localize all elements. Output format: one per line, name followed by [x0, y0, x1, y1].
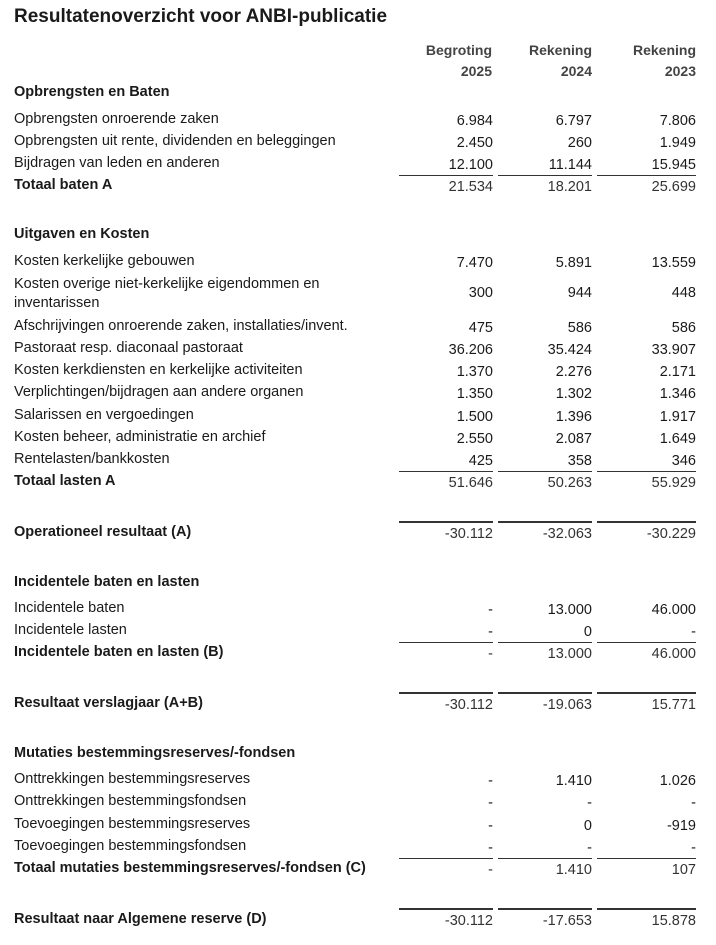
- cell-value: 46.000: [651, 602, 696, 618]
- cell-value: -: [488, 840, 493, 856]
- cell-value: 2.087: [555, 431, 592, 447]
- separator-line: [498, 471, 592, 472]
- cell-value: 50.263: [547, 475, 592, 491]
- row-label: Salarissen en vergoedingen: [14, 407, 194, 423]
- cell-value: 35.424: [547, 342, 592, 358]
- separator-line: [399, 521, 493, 523]
- column-header-begroting-2025: [392, 40, 492, 82]
- row-label: Resultaat naar Algemene reserve (D): [14, 911, 267, 927]
- row-label: Pastoraat resp. diaconaal pastoraat: [14, 340, 243, 356]
- cell-value: 0: [583, 624, 592, 640]
- cell-value: 12.100: [448, 157, 493, 173]
- cell-value: 1.350: [456, 386, 493, 402]
- cell-value: 15.945: [651, 157, 696, 173]
- cell-value: 2.276: [555, 364, 592, 380]
- cell-value: 1.302: [555, 386, 592, 402]
- row-label: Resultaat verslagjaar (A+B): [14, 695, 203, 711]
- separator-line: [399, 175, 493, 176]
- cell-value: 11.144: [548, 157, 592, 173]
- cell-value: 300: [468, 285, 493, 301]
- row-label: Uitgaven en Kosten: [14, 226, 150, 242]
- row-label: Totaal lasten A: [14, 473, 116, 489]
- row-label: Totaal mutaties bestemmingsreserves/-fondsen (C): [14, 860, 366, 876]
- cell-value: 1.410: [555, 773, 592, 789]
- cell-value: 13.559: [651, 255, 696, 271]
- cell-value: 13.000: [547, 602, 592, 618]
- cell-value: -17.653: [542, 913, 592, 929]
- cell-value: -30.112: [444, 913, 493, 929]
- cell-value: 46.000: [651, 646, 696, 662]
- cell-value: 0: [583, 818, 592, 834]
- column-header-line1: Rekening: [528, 42, 592, 58]
- cell-value: 586: [567, 320, 592, 336]
- cell-value: -30.112: [444, 526, 493, 542]
- cell-value: 33.907: [651, 342, 696, 358]
- cell-value: 1.949: [659, 135, 696, 151]
- cell-value: 7.806: [659, 113, 696, 129]
- cell-value: 5.891: [555, 255, 592, 271]
- separator-line: [597, 908, 696, 910]
- cell-value: 586: [671, 320, 696, 336]
- cell-value: 358: [567, 453, 592, 469]
- separator-line: [498, 175, 592, 176]
- cell-value: 21.534: [448, 179, 493, 195]
- row-label: Incidentele lasten: [14, 622, 127, 638]
- separator-line: [399, 858, 493, 859]
- column-header-line2: 2025: [460, 63, 492, 79]
- separator-line: [597, 471, 696, 472]
- row-label: Kosten overige niet-kerkelijke eigendommen en inventarissen: [14, 276, 320, 311]
- cell-value: 55.929: [651, 475, 696, 491]
- cell-value: 1.917: [659, 409, 696, 425]
- cell-value: -: [488, 602, 493, 618]
- cell-value: 260: [567, 135, 592, 151]
- separator-line: [399, 471, 493, 472]
- cell-value: 1.346: [659, 386, 696, 402]
- cell-value: -: [488, 795, 493, 811]
- cell-value: -919: [666, 818, 696, 834]
- cell-value: 1.410: [555, 862, 592, 878]
- cell-value: 2.171: [659, 364, 696, 380]
- cell-value: 475: [468, 320, 493, 336]
- cell-value: 51.646: [448, 475, 493, 491]
- separator-line: [597, 692, 696, 694]
- column-header-line1: Begroting: [425, 42, 492, 58]
- row-label: Mutaties bestemmingsreserves/-fondsen: [14, 745, 296, 761]
- column-header-line2: 2023: [664, 63, 696, 79]
- separator-line: [498, 692, 592, 694]
- cell-value: 15.771: [651, 697, 696, 713]
- row-label: Verplichtingen/bijdragen aan andere organen: [14, 384, 304, 400]
- cell-value: 2.450: [456, 135, 493, 151]
- cell-value: -: [488, 818, 493, 834]
- row-label: Opbrengsten en Baten: [14, 84, 170, 100]
- cell-value: 1.396: [555, 409, 592, 425]
- cell-value: -30.112: [444, 697, 493, 713]
- cell-value: 107: [671, 862, 696, 878]
- cell-value: 425: [468, 453, 493, 469]
- cell-value: 7.470: [456, 255, 493, 271]
- row-label: Operationeel resultaat (A): [14, 524, 192, 540]
- separator-line: [597, 175, 696, 176]
- cell-value: 6.797: [555, 113, 592, 129]
- row-label: Incidentele baten en lasten: [14, 574, 200, 590]
- page-title: Resultatenoverzicht voor ANBI-publicatie: [14, 6, 388, 27]
- cell-value: 13.000: [547, 646, 592, 662]
- row-label: Rentelasten/bankkosten: [14, 451, 170, 467]
- separator-line: [597, 521, 696, 523]
- separator-line: [399, 908, 493, 910]
- cell-value: -: [488, 862, 493, 878]
- row-label: Bijdragen van leden en anderen: [14, 155, 220, 171]
- cell-value: -19.063: [542, 697, 592, 713]
- cell-value: 6.984: [456, 113, 493, 129]
- cell-value: -: [488, 624, 493, 640]
- separator-line: [597, 858, 696, 859]
- cell-value: -: [587, 840, 592, 856]
- row-label: Incidentele baten: [14, 600, 125, 616]
- cell-value: 36.206: [448, 342, 493, 358]
- row-label: Afschrijvingen onroerende zaken, installaties/invent.: [14, 318, 348, 334]
- separator-line: [498, 642, 592, 643]
- cell-value: 2.550: [456, 431, 493, 447]
- cell-value: 25.699: [651, 179, 696, 195]
- cell-value: 15.878: [651, 913, 696, 929]
- cell-value: 448: [671, 285, 696, 301]
- row-label: Opbrengsten uit rente, dividenden en beleggingen: [14, 133, 336, 149]
- row-label: Onttrekkingen bestemmingsreserves: [14, 771, 251, 787]
- row-label: Opbrengsten onroerende zaken: [14, 111, 219, 127]
- row-label: Onttrekkingen bestemmingsfondsen: [14, 793, 247, 809]
- cell-value: -: [488, 773, 493, 789]
- row-label: Toevoegingen bestemmingsfondsen: [14, 838, 247, 854]
- cell-value: 944: [567, 285, 592, 301]
- row-label: Incidentele baten en lasten (B): [14, 644, 224, 660]
- cell-value: 1.649: [659, 431, 696, 447]
- row-label: Kosten kerkelijke gebouwen: [14, 253, 195, 269]
- cell-value: -32.063: [542, 526, 592, 542]
- separator-line: [498, 521, 592, 523]
- column-header-line2: 2024: [560, 63, 592, 79]
- separator-line: [498, 858, 592, 859]
- column-header-line1: Rekening: [632, 42, 696, 58]
- separator-line: [399, 642, 493, 643]
- row-label: Kosten kerkdiensten en kerkelijke activiteiten: [14, 362, 303, 378]
- separator-line: [399, 692, 493, 694]
- cell-value: -: [488, 646, 493, 662]
- separator-line: [498, 908, 592, 910]
- cell-value: -30.229: [646, 526, 696, 542]
- separator-line: [597, 642, 696, 643]
- row-label: Toevoegingen bestemmingsreserves: [14, 816, 251, 832]
- cell-value: -: [691, 795, 696, 811]
- column-header-rekening-2023: [596, 40, 696, 82]
- row-label: Totaal baten A: [14, 177, 113, 193]
- cell-value: 346: [671, 453, 696, 469]
- column-header-rekening-2024: [492, 40, 592, 82]
- cell-value: -: [691, 624, 696, 640]
- cell-value: 18.201: [547, 179, 592, 195]
- cell-value: -: [587, 795, 592, 811]
- cell-value: 1.370: [456, 364, 493, 380]
- cell-value: -: [691, 840, 696, 856]
- cell-value: 1.500: [456, 409, 493, 425]
- cell-value: 1.026: [659, 773, 696, 789]
- row-label: Kosten beheer, administratie en archief: [14, 429, 266, 445]
